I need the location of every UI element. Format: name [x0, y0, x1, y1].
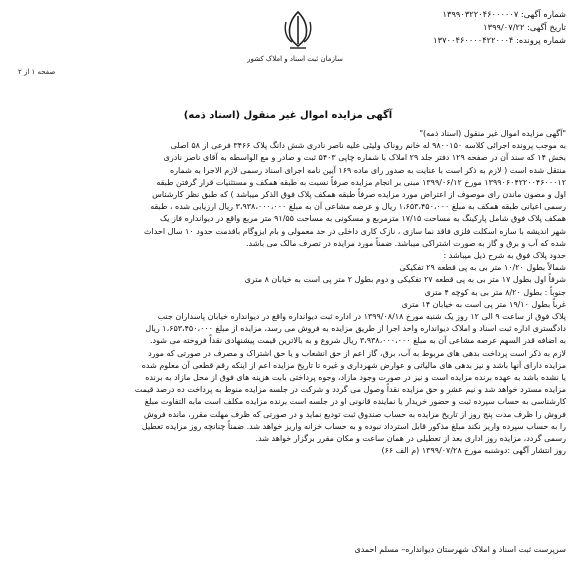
body-line: ۱۳۹۹۰۶۰۴۲۲۰۰۴۶۰۰۰۱۲ مورخ ۱۳۹۹/۰۶/۱۲ مبنی بر انجام مزایده صرفاً نسبت به طبقه همکف و مستثنیات قرار گرفتن طبقه: [156, 177, 566, 187]
body-line: مزایده دارای آنها باشد و نیز بدهی های مالیاتی و عوارض شهرداری و غیره تا تاریخ مزایده اعم از اینکه رقم قطعی آن معلوم شده: [141, 360, 566, 370]
body-line: رسمی گردد، مزایده روز اداری بعد از تعطیلی در همان ساعت و مکان مقرر برگزار خواهد شد.: [255, 434, 566, 444]
boundary-east: شرقاً اول بطول ۱۷ متر بی به پی قطعه ۲۷ تفکیکی و دوم بطول ۲ متر پی است به خیابان ۸ متری: [244, 275, 566, 285]
body-line: پلاک فوق از ساعت ۹ الی ۱۲ روز یک شنبه مورخ ۱۳۹۹/۰۸/۱۸ در اداره ثبت دیوانداره واقع در دیوانداره خیابان پاسداران جنب: [157, 312, 566, 322]
body-line: به اضافه قدر السهم عرصه مشاعی آن به مبلغ ۳،۹۳۸،۰۰۰،۰۰۰ ریال شروع و به بالاترین قیمت پیشنهادی نقداً فروخته می شود.: [150, 336, 566, 346]
notice-body: [10, 128, 566, 457]
body-line: فروش را ظرف مدت پنج روز از تاریخ مزایده به حساب صندوق ثبت تودیع نماید و در صورتی که ظرف مهلت مقرر، مانده فروش: [143, 409, 566, 419]
boundary-north: شمالاً بطول ۱۰/۲۰ متر بی به پی قطعه ۲۹ تفکیکی: [399, 263, 566, 273]
boundary-south: جنوباً : بطول ۸/۲۰ متر بی به کوچه ۴ متری: [424, 287, 566, 297]
body-line: بخش ۱۴ که سند آن در صفحه ۱۲۹ دفتر جلد ۲۹ املاک با شماره چاپی ۵۴۰۳ ثبت و صادر و مع الواسطه به آقای ناصر نادری: [163, 153, 566, 163]
body-line: منتقل شده است ( لازم به ذکر است با عنایت به صدور رای ماده ۱۶۹ آیین نامه اجرای اسناد رسمی لازم الاجرا به شماره: [169, 165, 566, 175]
body-line: "آگهی مزایده اموال غیر منقول (اسناد ذمه)": [419, 129, 566, 138]
signature-line: سرپرست ثبت اسناد و املاک شهرستان دیوانداره– مسلم احمدی: [354, 545, 566, 554]
organization-name: سازمان ثبت اسناد و املاک کشور: [247, 55, 343, 63]
body-line: کارشناسی به حساب سپرده ثبت و حضور خریدار یا نماینده قانونی او در جلسه است برنده مزایده مکلف است مابه التفاوت مبلغ: [144, 397, 566, 407]
body-line: اول و مصون ماندن رای موصوف از اعتراض مورد مزایده صرفاً طبقه همکف پلاک فوق الذکر میباشد ) که طبق نظر کارشناس: [152, 190, 566, 200]
body-line: رسمی اعیانی طبقه همکف به مبلغ ۱،۶۵۳،۴۵۰،۰۰۰ ریال و عرصه مشاعی آن به مبلغ ۳،۹۳۸،۰۰۰،۰۰۰ ریال ارزیابی شده ، طبقه: [150, 202, 566, 212]
publication-date: روز انتشار آگهی :دوشنبه مورخ ۱۳۹۹/۰۷/۲۸ (م الف ۶۶): [381, 446, 566, 456]
body-line: مزایده مسترد خواهد شد و نیم عشر و حق مزایده نقداً وصول می گردد و شرکت در جلسه مزایده منوط به پرداخت ده درصد قیمت: [134, 385, 566, 395]
page-title: آگهی مزایده اموال غیر منقول (اسناد ذمه): [183, 110, 393, 121]
body-line: همکف پلاک فوق شامل پارکینگ به مساحت ۱۷/۱۵ مترمربع و مسکونی به مساحت ۹۱/۵۵ متر مربع واقع در دیوانداره فاز یک: [160, 214, 566, 224]
notice-date: تاریخ آگهی: ۱۳۹۹/۰۷/۲۲: [483, 22, 566, 32]
page-indicator: صفحه ۱ از ۲: [18, 68, 56, 76]
emblem-logo-icon: [278, 8, 318, 52]
body-line: به موجب پرونده اجرائی کلاسه ۹۸۰۰۱۵۰ له خانم روناک ولیئی علیه ناصر نادری شش دانگ پلاک ۳۴۶۶ فرعی از ۵۸ اصلی: [170, 141, 566, 151]
body-line: دادگستری اداره ثبت اسناد و املاک دیوانداره واحد اجرا از طریق مزایده به فروش می رسد، مزایده از مبلغ ۱،۶۵۳،۴۵۰،۰۰۰ ریال: [145, 324, 566, 334]
notice-number: شماره آگهی: ۱۳۹۹۰۳۲۲۰۴۶۰۰۰۰۰۷: [442, 9, 566, 19]
body-line: را به حساب سپرده واریز نکند مبلغ مذکور قابل استرداد نبوده و به حساب خزانه واریز خواهد شد. ضمناً چنانچه روز مزایده تعطیل: [141, 421, 566, 431]
body-line: یا نشده باشد به عهده برنده مزایده است و نیز در صورت وجود مازاد، وجوه پرداختی بابت هزینه های فوق از محل مازاد به برنده: [145, 373, 566, 383]
file-number: شماره پرونده: ۱۳۷۰۰۴۶۰۰۰۰۴۲۲۰۰۰۴: [433, 35, 566, 45]
body-line: حدود پلاک فوق به شرح ذیل میباشد :: [443, 251, 566, 261]
body-line: لازم به ذکر است پرداخت بدهی های مربوط به آب، برق، گاز اعم از حق انشعاب و یا حق اشتراک و مصرف در صورتی که مورد: [148, 348, 566, 358]
notice-metadata: [366, 8, 566, 47]
body-line: شهر اندیشه با سازه اسکلت فلزی فاقد نما سازی ، نازک کاری داخلی در حد معمولی و بام ایزوگام باقدمت حدود ۱۰ سال احداث: [143, 226, 566, 236]
body-line: شده که آب و برق و گاز به صورت اشتراکی میباشد. ضمناً مورد مزایده در تصرف مالک می باشد.: [245, 238, 566, 248]
boundary-west: غرباً بطول ۱۹/۱۰ متر پی است به خیابان ۱۴ متری: [401, 299, 566, 309]
